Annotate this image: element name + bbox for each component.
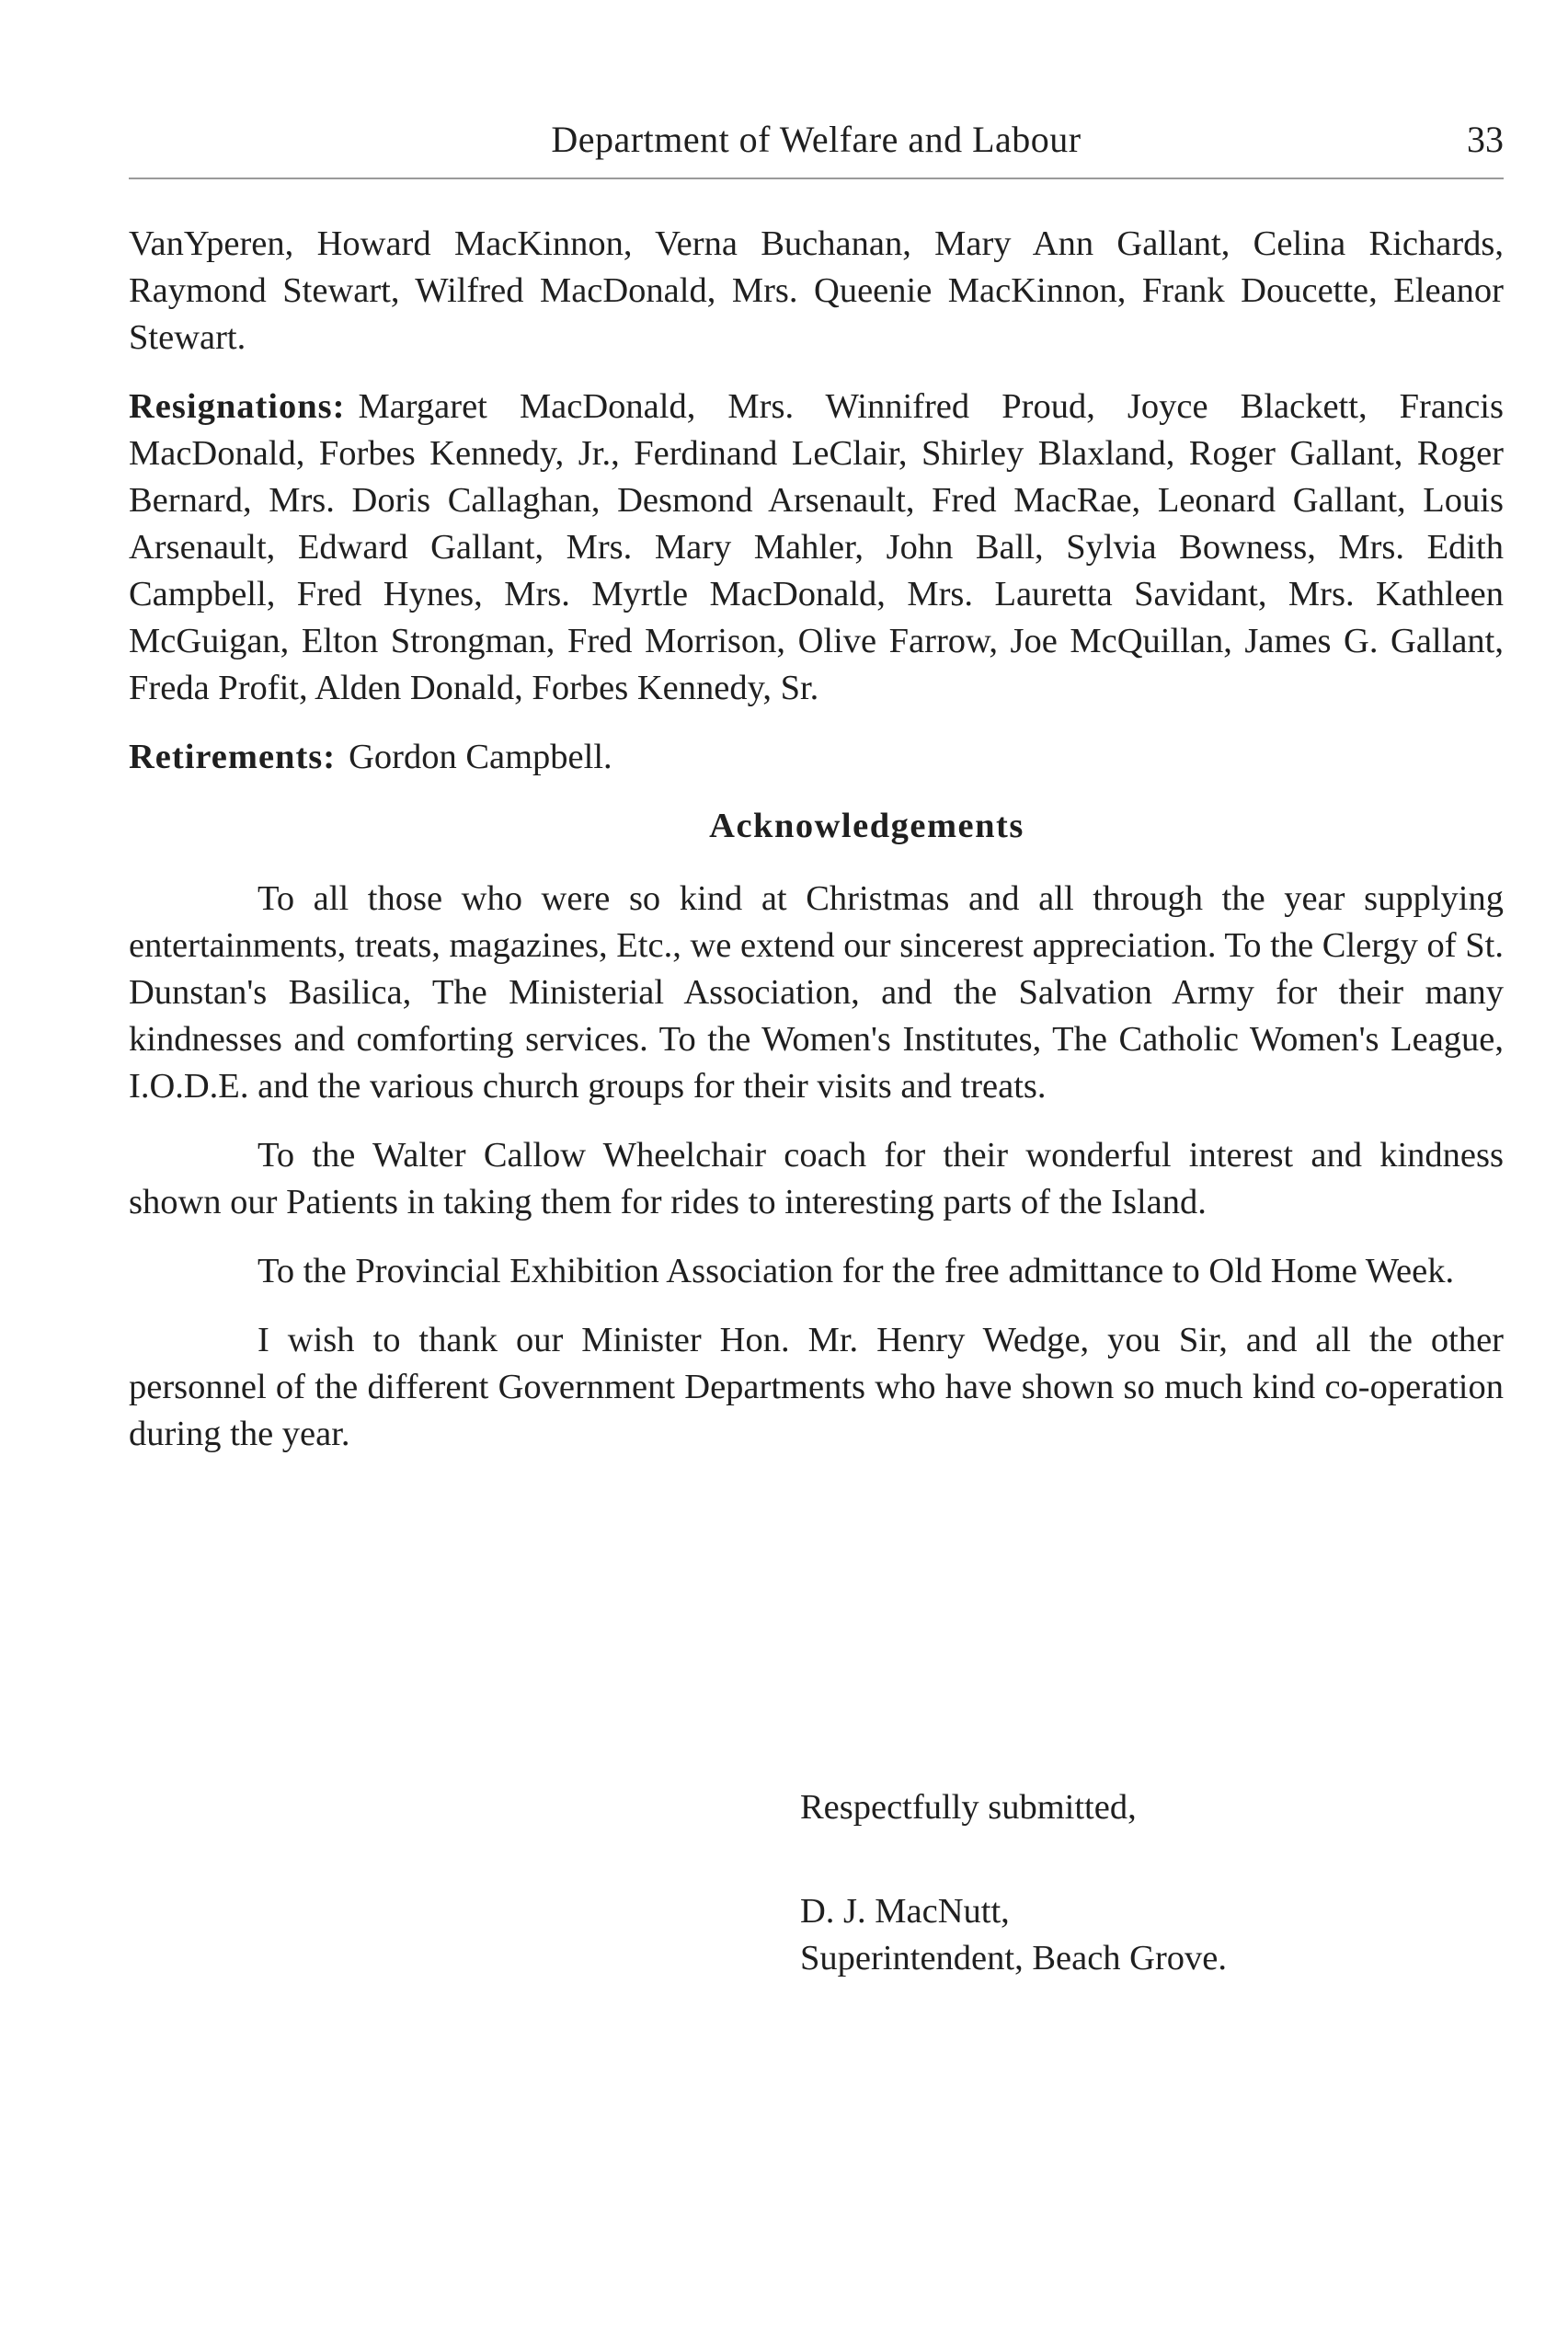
running-header bbox=[129, 110, 1504, 166]
resignations-text: Margaret MacDonald, Mrs. Winnifred Proud, Joyce Blackett, Francis MacDonald, Forbes Kennedy, Jr., Ferdinand LeClair, Shirley Blaxland, Roger Gallant, Roger Bernard, Mrs. Doris Callaghan, Desmond Arsenault, Fred MacRae, Leonard Gallant, Louis Arsenault, Edward Gallant, Mrs. Mary Mahler, John Ball, Sylvia Bowness, Mrs. Edith Campbell, Fred Hynes, Mrs. Myrtle MacDonald, Mrs. Lauretta Savidant, Mrs. Kathleen McGuigan, Elton Strongman, Fred Morrison, Olive Farrow, Joe McQuillan, James G. Gallant, Freda Profit, Alden Donald, Forbes Kennedy, Sr. bbox=[129, 387, 1504, 707]
signatory-title: Superintendent, Beach Grove. bbox=[800, 1939, 1227, 1977]
body-text bbox=[129, 221, 1504, 1480]
signature-block bbox=[800, 1784, 1227, 1982]
signatory-name: D. J. MacNutt, bbox=[800, 1892, 1010, 1931]
acknowledgement-paragraph: To the Walter Callow Wheelchair coach for their wonderful interest and kindness shown our Patients in taking them for rides to interesting parts of the Island. bbox=[129, 1136, 1504, 1221]
section-heading: Acknowledgements bbox=[709, 807, 1024, 845]
closing-line: Respectfully submitted, bbox=[800, 1788, 1137, 1827]
resignations-paragraph bbox=[129, 384, 1504, 712]
page-number: 33 bbox=[1467, 119, 1504, 160]
running-title: Department of Welfare and Labour bbox=[551, 119, 1082, 160]
acknowledgement-paragraph: To all those who were so kind at Christmas and all through the year supplying entertainments, treats, magazines, Etc., we extend our sincerest appreciation. To the Clergy of St. Dunstan's Basilica, The Ministerial Association, and the Salvation Army for their many kindnesses and comforting services. To the Women's Institutes, The Catholic Women's League, I.O.D.E. and the various church groups for their visits and treats. bbox=[129, 879, 1504, 1106]
retirements-paragraph bbox=[129, 734, 1504, 781]
header-rule bbox=[129, 178, 1504, 179]
acknowledgement-paragraph: To the Provincial Exhibition Association for the free admittance to Old Home Week. bbox=[258, 1252, 1455, 1290]
appointments-continuation: VanYperen, Howard MacKinnon, Verna Buchanan, Mary Ann Gallant, Celina Richards, Raymond Stewart, Wilfred MacDonald, Mrs. Queenie MacKinnon, Frank Doucette, Eleanor Stewart. bbox=[129, 224, 1504, 357]
acknowledgement-paragraph: I wish to thank our Minister Hon. Mr. Henry Wedge, you Sir, and all the other personnel of the different Government Departments who have shown so much kind co-operation during the year. bbox=[129, 1321, 1504, 1453]
retirements-text: Gordon Campbell. bbox=[349, 738, 612, 776]
retirements-label: Retirements: bbox=[129, 738, 337, 776]
resignations-label: Resignations: bbox=[129, 387, 346, 426]
